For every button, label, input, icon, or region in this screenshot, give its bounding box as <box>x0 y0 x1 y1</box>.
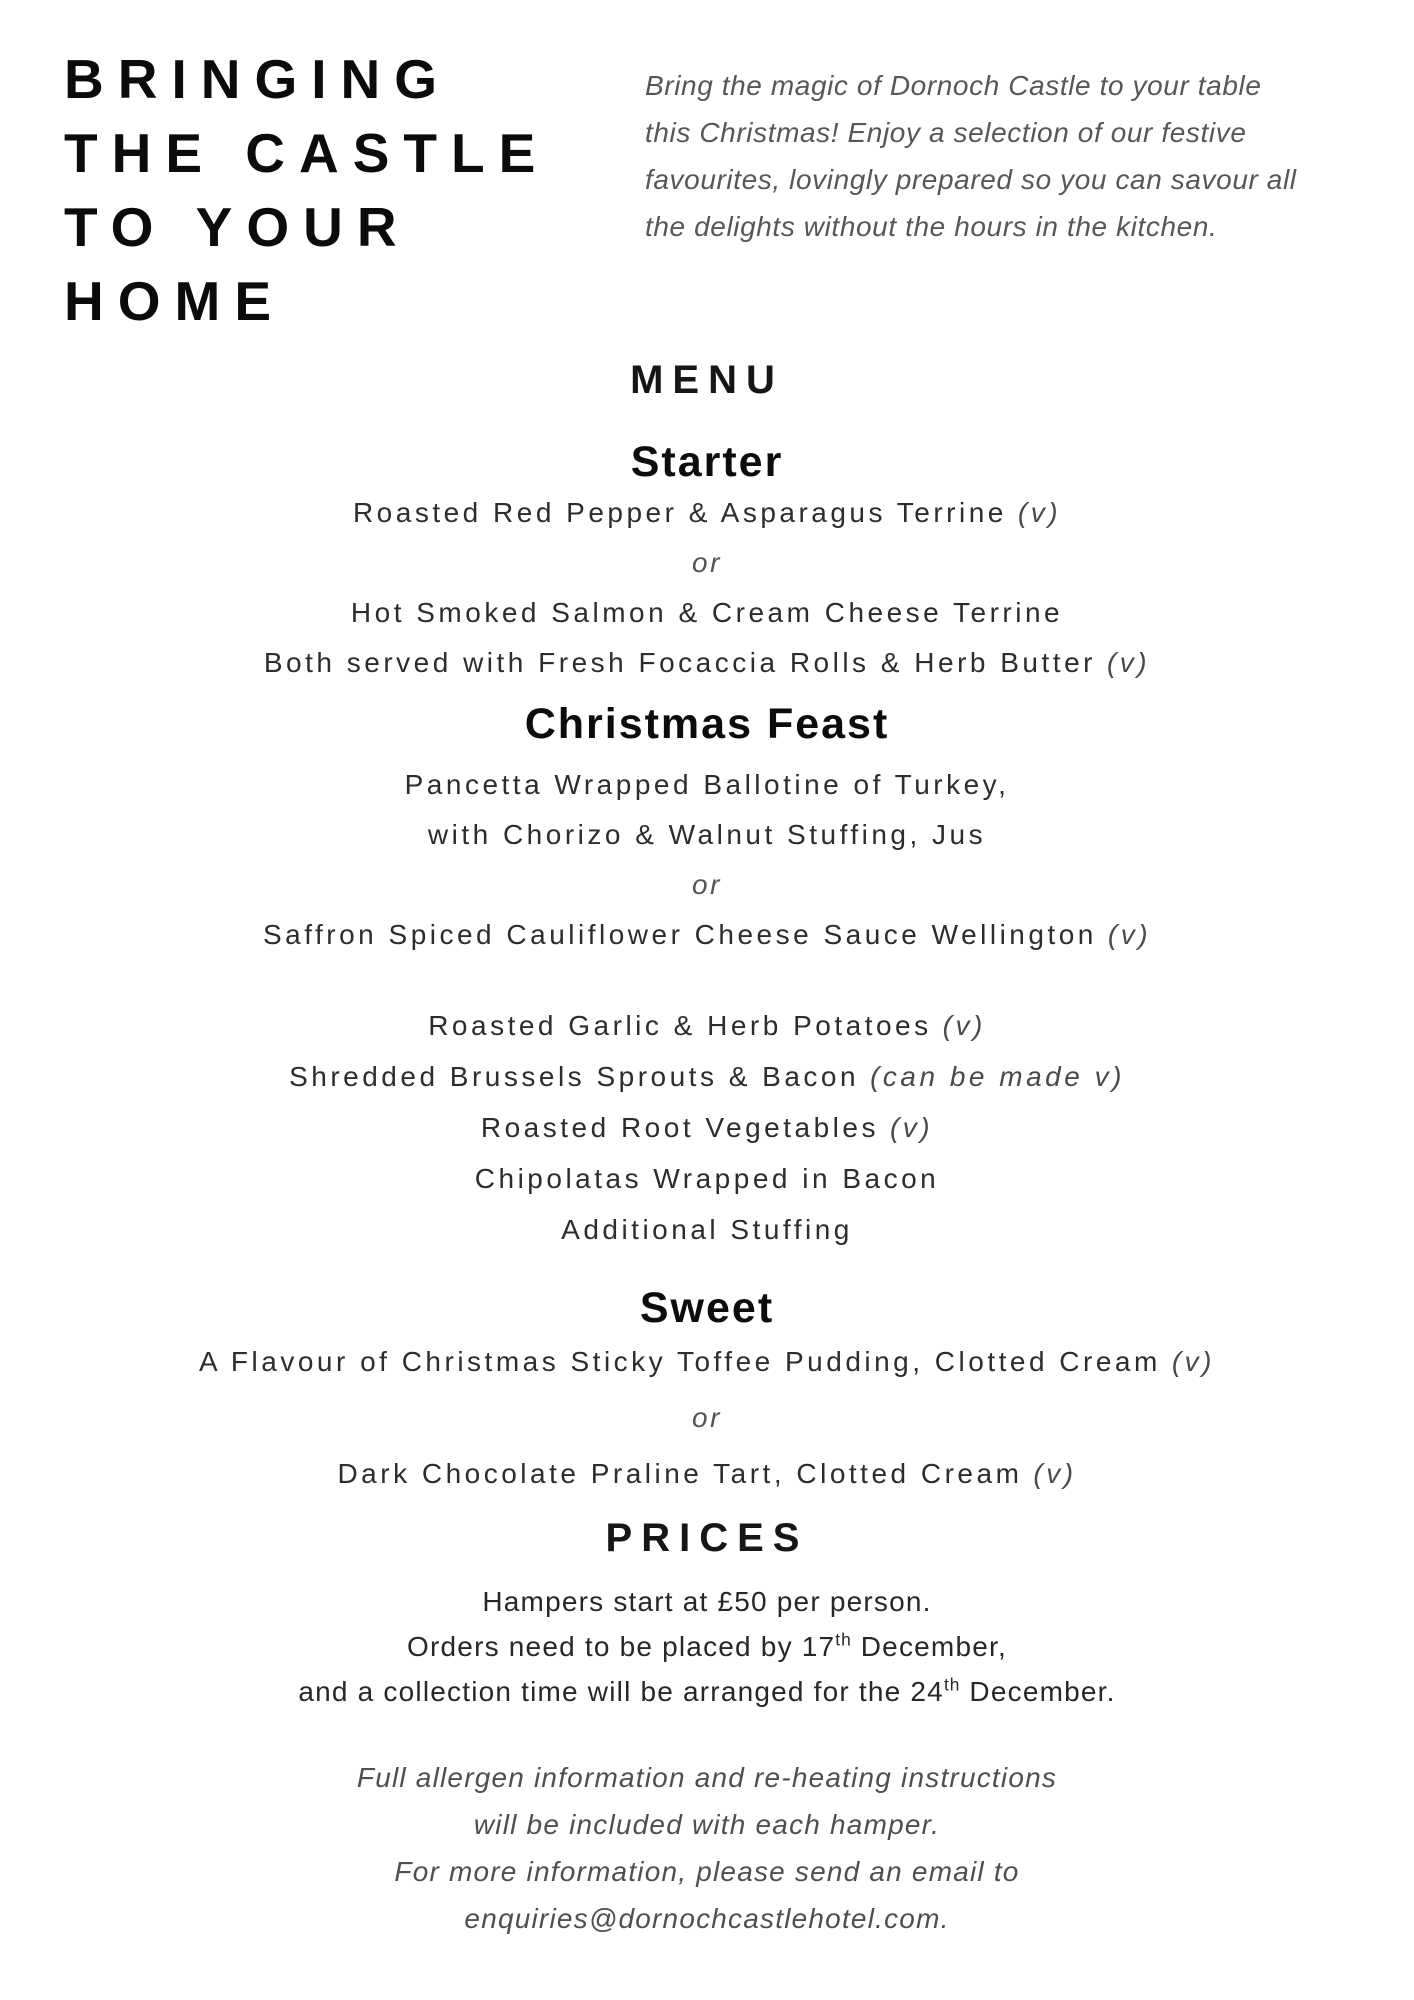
spacer <box>0 960 1414 1000</box>
contact-email: enquiries@dornochcastlehotel.com. <box>464 1903 950 1934</box>
footer-note <box>0 1754 1414 1942</box>
starter-heading: Starter <box>630 438 784 486</box>
page-title-line: HOME <box>64 270 285 332</box>
intro-line: Bring the magic of Dornoch Castle to your table <box>645 70 1262 101</box>
menu-item-text: Dark Chocolate Praline Tart, Clotted Cream <box>337 1458 1023 1489</box>
prices-line-text: and a collection time will be arranged for the 24 <box>298 1676 944 1707</box>
menu-item-text: Both served with Fresh Focaccia Rolls & Herb Butter <box>263 647 1096 678</box>
prices-heading: PRICES <box>605 1516 809 1560</box>
or-divider: or <box>692 1402 722 1433</box>
footer-line: For more information, please send an email to <box>394 1856 1020 1887</box>
menu-item-text: Roasted Root Vegetables <box>480 1112 879 1143</box>
menu-item <box>0 1102 1414 1153</box>
intro-line: this Christmas! Enjoy a selection of our festive <box>645 117 1247 148</box>
menu-item: Pancetta Wrapped Ballotine of Turkey, <box>404 769 1010 800</box>
veg-note: (v) <box>1171 1346 1215 1377</box>
veg-note: (can be made v) <box>870 1061 1125 1092</box>
menu-item-text: Roasted Red Pepper & Asparagus Terrine <box>352 497 1007 528</box>
veg-note: (v) <box>889 1112 934 1143</box>
prices-section <box>0 1516 1414 1714</box>
menu-item-text: Shredded Brussels Sprouts & Bacon <box>289 1061 860 1092</box>
sides-list <box>0 1000 1414 1255</box>
page-title-line: BRINGING <box>64 48 451 110</box>
prices-line-text: December. <box>960 1676 1116 1707</box>
or-divider: or <box>692 869 722 900</box>
sweet-section <box>0 1282 1414 1502</box>
veg-note: (v) <box>1033 1458 1077 1489</box>
page-title <box>64 42 549 338</box>
prices-line-text: December, <box>851 1631 1007 1662</box>
menu-heading: MENU <box>630 358 784 402</box>
veg-note: (v) <box>1106 647 1151 678</box>
or-divider: or <box>692 547 722 578</box>
footer-line: Full allergen information and re-heating instructions <box>356 1762 1058 1793</box>
menu-item: with Chorizo & Walnut Stuffing, Jus <box>427 819 987 850</box>
ordinal-superscript: th <box>835 1629 852 1650</box>
menu-item <box>0 488 1414 538</box>
prices-line: Hampers start at £50 per person. <box>482 1586 932 1617</box>
page-title-line: THE CASTLE <box>64 122 550 184</box>
intro-paragraph <box>645 62 1297 250</box>
menu-item <box>0 1051 1414 1102</box>
christmas-feast-section <box>0 698 1414 1255</box>
veg-note: (v) <box>1107 919 1152 950</box>
feast-heading: Christmas Feast <box>524 700 890 748</box>
menu-item-text: A Flavour of Christmas Sticky Toffee Pudding, Clotted Cream <box>199 1346 1161 1377</box>
prices-line-text: Orders need to be placed by 17 <box>407 1631 836 1662</box>
spacer <box>0 1560 1414 1579</box>
intro-line: the delights without the hours in the kitchen. <box>645 211 1218 242</box>
veg-note: (v) <box>1017 497 1062 528</box>
menu-item: Hot Smoked Salmon & Cream Cheese Terrine <box>350 597 1064 628</box>
menu-item <box>0 638 1414 688</box>
footer-line: will be included with each hamper. <box>473 1809 941 1840</box>
menu-item: Additional Stuffing <box>561 1214 853 1245</box>
menu-item <box>0 1000 1414 1051</box>
menu-item-text: Saffron Spiced Cauliflower Cheese Sauce Wellington <box>262 919 1097 950</box>
intro-line: favourites, lovingly prepared so you can savour all <box>645 164 1297 195</box>
menu-item-text: Roasted Garlic & Herb Potatoes <box>428 1010 932 1041</box>
ordinal-superscript: th <box>943 1674 961 1695</box>
menu-item: Chipolatas Wrapped in Bacon <box>474 1163 940 1194</box>
menu-item <box>0 1334 1414 1390</box>
menu-item <box>0 1446 1414 1502</box>
page-title-line: TO YOUR <box>64 196 411 258</box>
veg-note: (v) <box>942 1010 986 1041</box>
sweet-heading: Sweet <box>639 1284 775 1332</box>
starter-section <box>0 436 1414 688</box>
spacer <box>0 750 1414 760</box>
menu-item <box>0 910 1414 960</box>
prices-line <box>0 1624 1414 1669</box>
prices-line <box>0 1669 1414 1714</box>
